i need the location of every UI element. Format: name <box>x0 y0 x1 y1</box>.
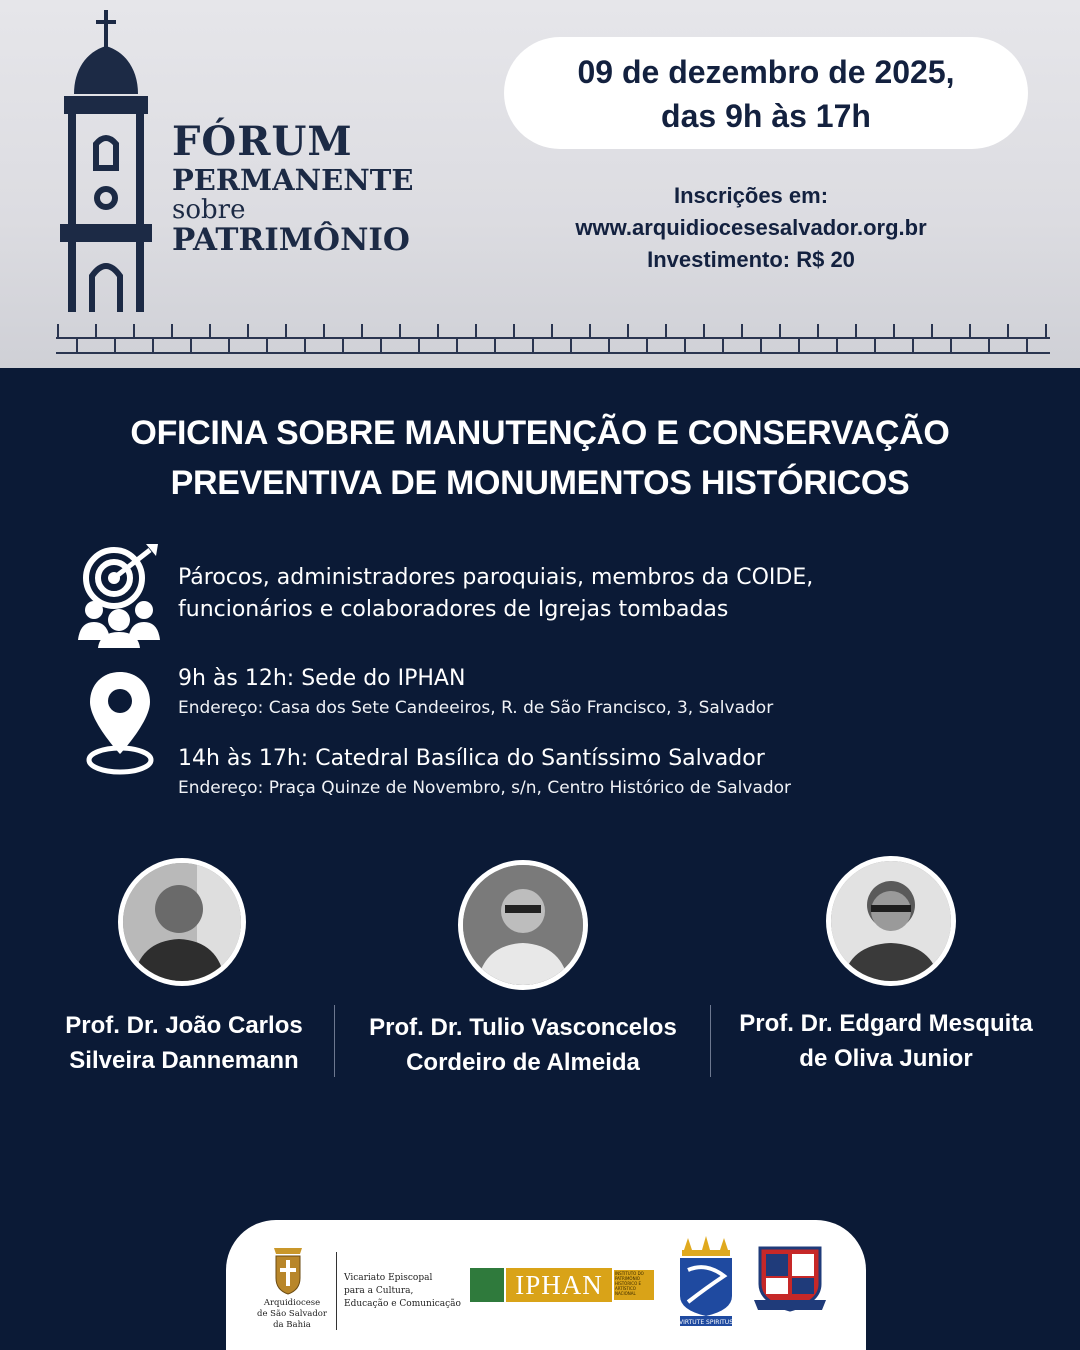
event-date: 09 de dezembro de 2025, <box>577 54 955 90</box>
archdiocese-name-line3: da Bahia <box>273 1320 311 1330</box>
forum-title-line2: PERMANENTE <box>172 163 414 197</box>
workshop-title <box>40 408 1040 508</box>
location-morning-title: 9h às 12h: Sede do IPHAN <box>178 666 466 691</box>
forum-title-line4: PATRIMÔNIO <box>172 222 410 258</box>
audience-line1: Párocos, administradores paroquiais, membros da COIDE, <box>178 565 814 590</box>
event-hours: das 9h às 17h <box>661 98 871 134</box>
location-afternoon <box>178 744 791 802</box>
location-morning <box>178 664 773 722</box>
speaker-name <box>340 1010 706 1080</box>
speaker-name-line2: Silveira Dannemann <box>69 1047 299 1074</box>
audience-line2: funcionários e colaboradores de Igrejas tombadas <box>178 597 729 622</box>
target-people-icon <box>76 544 162 648</box>
partner-logos-footer <box>226 1220 866 1350</box>
registration-label: Inscrições em: <box>673 183 829 208</box>
vicariato-line3: Educação e Comunicação <box>344 1299 461 1309</box>
speaker-divider <box>710 1005 711 1077</box>
forum-title-line1: FÓRUM <box>172 118 353 165</box>
logo-divider <box>336 1252 337 1330</box>
target-audience <box>178 562 1058 626</box>
speaker-photo-placeholder <box>831 861 951 981</box>
speaker-name <box>716 1006 1056 1076</box>
workshop-title-line1: OFICINA SOBRE MANUTENÇÃO E CONSERVAÇÃO <box>130 414 950 452</box>
registration-price: Investimento: R$ 20 <box>647 247 855 272</box>
institution-shield-icon <box>752 1244 828 1316</box>
archdiocese-coat-of-arms-icon <box>268 1244 308 1296</box>
speaker-photo <box>118 858 246 986</box>
archdiocese-name-line1: Arquidiocese <box>263 1298 321 1308</box>
speaker-photo <box>458 860 588 990</box>
ufba-motto: VIRTUTE SPIRITUS <box>678 1319 734 1326</box>
speaker-name-line1: Prof. Dr. Tulio Vasconcelos <box>369 1014 677 1041</box>
speaker-name-line1: Prof. Dr. Edgard Mesquita <box>739 1010 1033 1037</box>
ufba-shield-icon <box>674 1236 738 1328</box>
registration-info <box>520 180 982 276</box>
speaker-name-line2: Cordeiro de Almeida <box>406 1049 640 1076</box>
speaker-name-line1: Prof. Dr. João Carlos <box>65 1012 303 1039</box>
speaker-photo-placeholder <box>123 863 241 981</box>
archdiocese-name <box>246 1298 338 1331</box>
iphan-logo <box>470 1268 654 1302</box>
location-afternoon-title: 14h às 17h: Catedral Basílica do Santíssimo Salvador <box>178 746 765 771</box>
speaker-photo-placeholder <box>463 865 583 985</box>
event-date-badge <box>504 37 1028 149</box>
vicariato-line1: Vicariato Episcopal <box>344 1273 433 1283</box>
forum-title-line3: sobre <box>172 195 246 225</box>
iphan-mark-icon <box>470 1268 504 1302</box>
speaker-divider <box>334 1005 335 1077</box>
speaker-name-line2: de Oliva Junior <box>799 1045 973 1072</box>
archdiocese-name-line2: de São Salvador <box>257 1309 327 1319</box>
church-tower-icon <box>56 8 156 314</box>
iphan-subtitle: INSTITUTO DO PATRIMÔNIO HISTÓRICO E ARTÍSTICO NACIONAL <box>614 1270 654 1300</box>
workshop-title-line2: PREVENTIVA DE MONUMENTOS HISTÓRICOS <box>170 464 910 502</box>
speaker-photo <box>826 856 956 986</box>
vicariato-name <box>344 1272 464 1311</box>
iphan-wordmark: IPHAN <box>506 1268 612 1302</box>
forum-title <box>172 118 414 258</box>
header-section <box>0 0 1080 368</box>
location-pin-icon <box>84 670 156 778</box>
vicariato-line2: para a Cultura, <box>344 1286 414 1296</box>
registration-url[interactable]: www.arquidiocesesalvador.org.br <box>575 215 927 240</box>
location-morning-address: Endereço: Casa dos Sete Candeeiros, R. de São Francisco, 3, Salvador <box>178 698 774 718</box>
brick-wall-divider <box>56 320 1050 360</box>
location-afternoon-address: Endereço: Praça Quinze de Novembro, s/n, Centro Histórico de Salvador <box>178 778 792 798</box>
speaker-name <box>34 1008 334 1078</box>
